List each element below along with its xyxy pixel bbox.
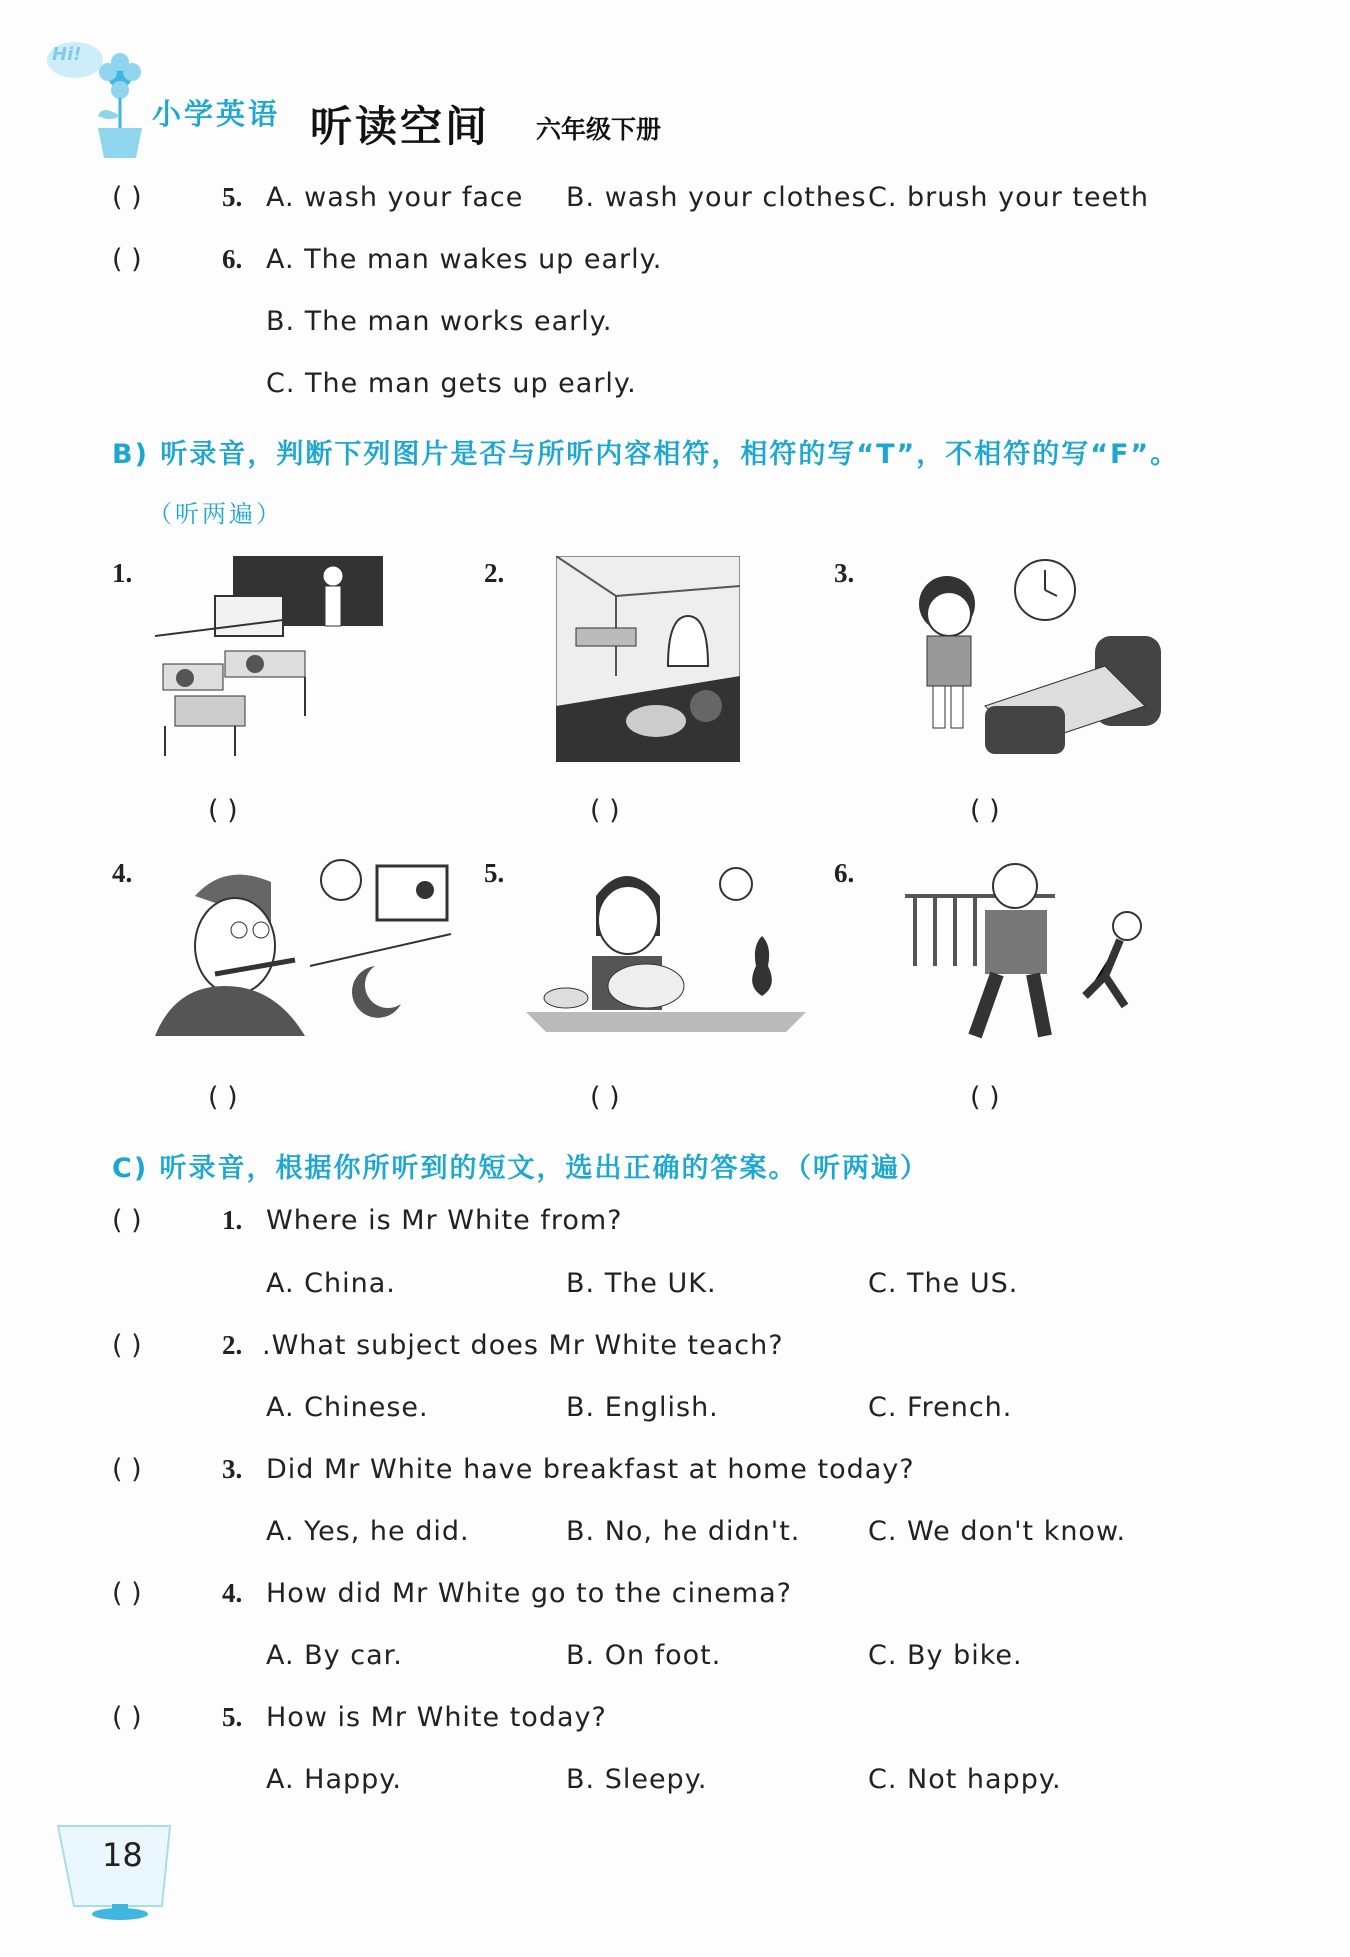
option-c: C. French. [868,1392,1013,1423]
option-c: C. The man gets up early. [266,368,637,399]
question-text: Where is Mr White from? [266,1205,623,1236]
option-b: B. The UK. [566,1268,717,1299]
answer-blank[interactable]: ( ) [112,1702,142,1733]
picture-boy-clock-bed [905,556,1175,762]
option-a: A. China. [266,1268,396,1299]
option-a: A. By car. [266,1640,403,1671]
question-text: How is Mr White today? [266,1702,607,1733]
answer-blank[interactable]: ( ) [970,1082,1000,1113]
answer-blank[interactable]: ( ) [112,1330,142,1361]
option-c: C. Not happy. [868,1764,1062,1795]
series-title: 小学英语 [152,97,281,131]
page-number: 18 [102,1836,143,1874]
question-number: 2. [222,1330,243,1360]
picture-boy-brushing-teeth [155,856,455,1056]
answer-blank[interactable]: ( ) [112,1454,142,1485]
question-text: .What subject does Mr White teach? [262,1330,784,1361]
question-text: Did Mr White have breakfast at home today? [266,1454,915,1485]
answer-blank[interactable]: ( ) [970,795,1000,826]
picture-messy-room [556,556,740,762]
question-number: 5. [222,1702,243,1732]
answer-blank[interactable]: ( ) [208,1082,238,1113]
answer-blank[interactable]: ( ) [112,1205,142,1236]
question-number: 6. [222,244,243,274]
question-text: How did Mr White go to the cinema? [266,1578,792,1609]
answer-blank[interactable]: ( ) [112,1578,142,1609]
picture-number: 3. [834,558,855,588]
picture-classroom [155,556,395,761]
option-b: B. The man works early. [266,306,613,337]
option-a: A. wash your face [266,182,524,213]
picture-number: 5. [484,858,505,888]
partC-heading: C) 听录音，根据你所听到的短文，选出正确的答案。（听两遍） [112,1153,930,1184]
picture-number: 2. [484,558,505,588]
option-a: A. Yes, he did. [266,1516,470,1547]
option-c: C. By bike. [868,1640,1023,1671]
picture-number: 6. [834,858,855,888]
option-a: A. The man wakes up early. [266,244,663,275]
option-b: B. wash your clothes [566,182,867,213]
option-c: C. We don't know. [868,1516,1127,1547]
option-c: C. brush your teeth [868,182,1149,213]
answer-blank[interactable]: ( ) [208,795,238,826]
picture-girl-washing-dishes [526,856,806,1036]
book-title: 听读空间 [310,102,491,151]
picture-man-and-running-boy [905,856,1145,1046]
question-number: 4. [222,1578,243,1608]
answer-blank[interactable]: ( ) [112,182,142,213]
answer-blank[interactable]: ( ) [590,1082,620,1113]
answer-blank[interactable]: ( ) [112,244,142,275]
option-b: B. On foot. [566,1640,722,1671]
option-b: B. No, he didn't. [566,1516,801,1547]
option-b: B. Sleepy. [566,1764,708,1795]
option-a: A. Chinese. [266,1392,429,1423]
picture-number: 4. [112,858,133,888]
option-a: A. Happy. [266,1764,402,1795]
partB-note: （听两遍） [148,500,283,528]
partB-heading: B) 听录音，判断下列图片是否与所听内容相符，相符的写“T”，不相符的写“F”。 [112,439,1180,470]
question-number: 5. [222,182,243,212]
grade-label: 六年级下册 [536,115,662,144]
picture-number: 1. [112,558,133,588]
question-number: 1. [222,1205,243,1235]
option-b: B. English. [566,1392,719,1423]
answer-blank[interactable]: ( ) [590,795,620,826]
question-number: 3. [222,1454,243,1484]
option-c: C. The US. [868,1268,1019,1299]
hi-badge: Hi! [52,44,82,65]
